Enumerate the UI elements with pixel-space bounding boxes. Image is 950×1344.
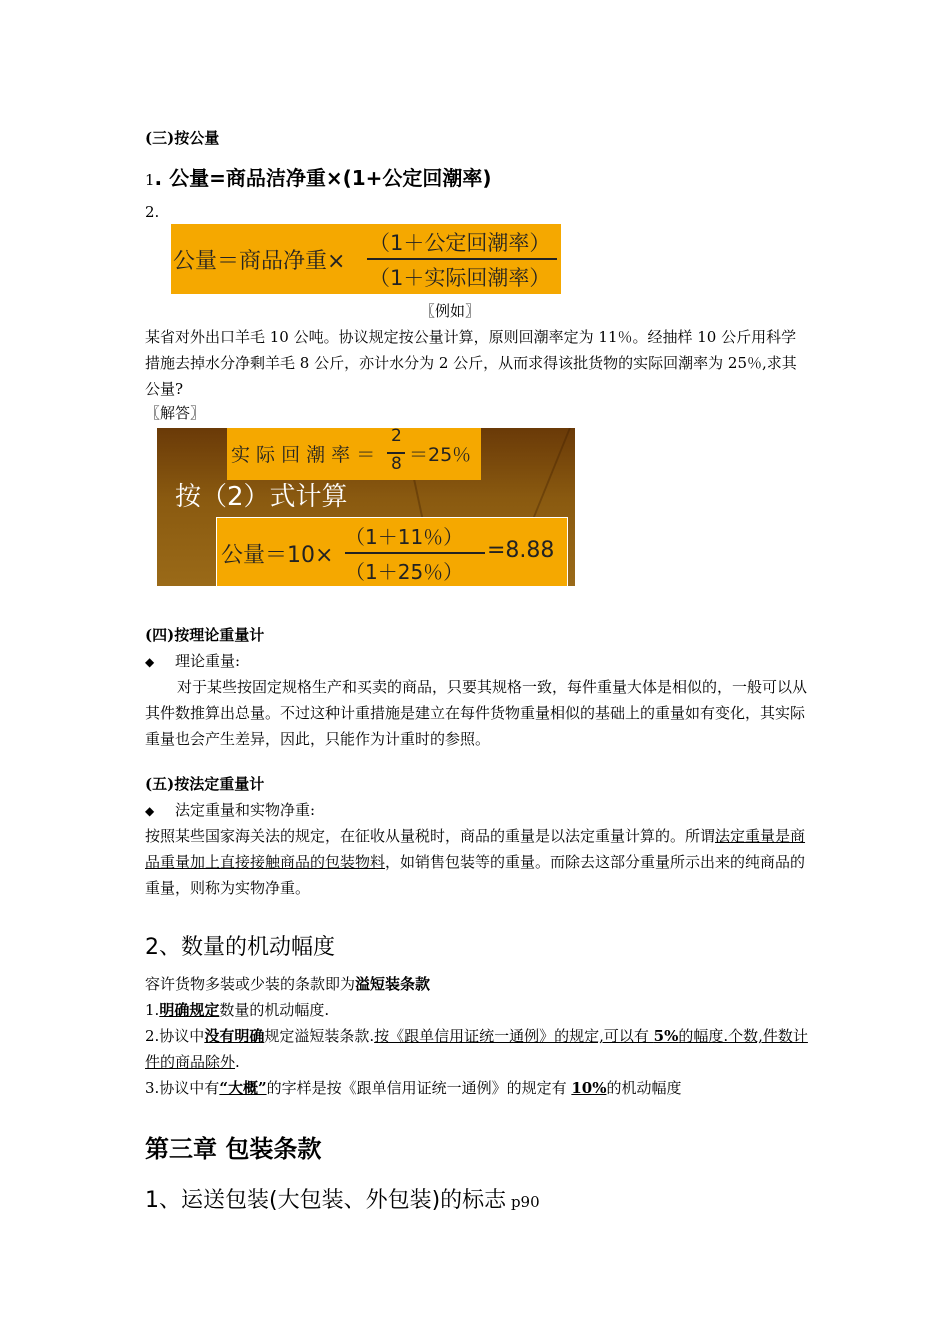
calc-box bbox=[216, 517, 568, 586]
bullet-item bbox=[145, 648, 240, 675]
item-number-2: 2. bbox=[145, 203, 160, 221]
diamond-bullet-icon: ◆ bbox=[145, 804, 155, 818]
formula-box bbox=[171, 224, 561, 294]
calc-result: =8.88 bbox=[487, 538, 555, 563]
item-text: 2.协议中 bbox=[145, 1027, 205, 1045]
legal-definition-underlined: 法定重量是商品重量加上直接接触商品的包装物料 bbox=[145, 827, 806, 871]
bold-term: 没有明确 bbox=[204, 1027, 265, 1045]
item-text: 的机动幅度 bbox=[606, 1079, 682, 1097]
bullet-item bbox=[145, 797, 315, 824]
tolerance-item-1 bbox=[145, 997, 329, 1023]
tolerance-item-3 bbox=[145, 1075, 682, 1101]
formula-numerator: （1＋公定回潮率） bbox=[369, 231, 551, 255]
section-heading-legal: (五)按法定重量计 bbox=[145, 775, 265, 793]
method-label: 按（2）式计算 bbox=[175, 482, 348, 512]
chapter-title: 第三章 包装条款 bbox=[145, 1135, 322, 1163]
section-heading-theoretical: (四)按理论重量计 bbox=[145, 626, 265, 644]
fraction-bar bbox=[367, 258, 557, 260]
item-number: 1 bbox=[145, 171, 155, 189]
example-label: 〖例如〗 bbox=[420, 302, 481, 320]
legal-text: 按照某些国家海关法的规定，在征收从量税时，商品的重量是以法定重量计算的。所谓 bbox=[145, 827, 716, 845]
answer-label: 〖解答〗 bbox=[145, 404, 206, 422]
example-paragraph: 某省对外出口羊毛 10 公吨。协议规定按公量计算，原则回潮率定为 11％。经抽样 10 公斤用科学措施去掉水分净剩羊毛 8 公斤，亦计水分为 2 公斤，从而求得该批货物的实际回潮率为 25％,求其公量? bbox=[145, 328, 797, 398]
page-reference: p90 bbox=[506, 1193, 540, 1211]
fraction-bar bbox=[345, 552, 485, 554]
calc-numerator: （1＋11％） bbox=[345, 525, 464, 549]
section-heading-gongliang: (三)按公量 bbox=[145, 129, 220, 147]
underlined-text: 按《跟单信用证统一通例》的规定,可以有 bbox=[374, 1027, 654, 1045]
formula-line-1 bbox=[145, 162, 492, 191]
item-text: 3.协议中有 bbox=[145, 1079, 220, 1097]
item-text: 的字样是按《跟单信用证统一通例》的规定有 bbox=[266, 1079, 572, 1097]
rate-denominator: 8 bbox=[391, 454, 402, 474]
item-number: 1. bbox=[145, 1001, 160, 1019]
rate-rhs: ＝25％ bbox=[409, 444, 472, 466]
subheading-text: 1、运送包装(大包装、外包装)的标志 bbox=[145, 1188, 507, 1213]
theoretical-paragraph: 对于某些按固定规格生产和买卖的商品，只要其规格一致，每件重量大体是相似的，一般可以从其件数推算出总量。不过这种计重措施是建立在每件货物重量相似的基础上的重量如有变化，其实际重量也会产生差异，因此，只能作为计重时的参照。 bbox=[145, 678, 808, 748]
tolerance-item-2 bbox=[145, 1023, 810, 1075]
calc-lhs: 公量＝10× bbox=[221, 543, 334, 568]
tolerance-intro bbox=[145, 971, 430, 997]
bullet-text: 理论重量: bbox=[175, 652, 241, 670]
underlined-text: 的幅度.个数,件数计件的商品除外 bbox=[145, 1027, 808, 1071]
calc-denominator: （1＋25％） bbox=[345, 560, 464, 584]
answer-panel bbox=[157, 428, 575, 586]
rate-lhs: 实 际 回 潮 率 ＝ bbox=[231, 444, 376, 466]
formula-denominator: （1＋实际回潮率） bbox=[369, 266, 551, 290]
rate-box bbox=[227, 428, 481, 480]
formula-lhs: 公量＝商品净重× bbox=[173, 249, 346, 274]
intro-text: 容许货物多装或少装的条款即为 bbox=[145, 975, 356, 993]
item-text: 规定溢短装条款. bbox=[264, 1027, 375, 1045]
intro-bold-term: 溢短装条款 bbox=[355, 975, 431, 993]
section-heading-quantity-tolerance: 2、数量的机动幅度 bbox=[145, 935, 335, 960]
percentage: 5% bbox=[653, 1027, 679, 1045]
item-text: . bbox=[235, 1053, 240, 1071]
chapter-subheading bbox=[145, 1183, 540, 1214]
bold-term: “大概” bbox=[219, 1079, 267, 1097]
rate-numerator: 2 bbox=[391, 428, 402, 446]
diamond-bullet-icon: ◆ bbox=[145, 655, 155, 669]
formula-text: . 公量=商品洁净重×(1+公定回潮率) bbox=[154, 166, 492, 190]
bullet-text: 法定重量和实物净重: bbox=[175, 801, 316, 819]
item-text: 数量的机动幅度. bbox=[219, 1001, 330, 1019]
percentage: 10% bbox=[571, 1079, 607, 1097]
legal-text: ，如销售包装等的重量。而除去这部分重量所示出来的纯商品的重量，则称为实物净重。 bbox=[145, 853, 806, 897]
bold-term: 明确规定 bbox=[159, 1001, 220, 1019]
legal-paragraph bbox=[145, 823, 810, 901]
